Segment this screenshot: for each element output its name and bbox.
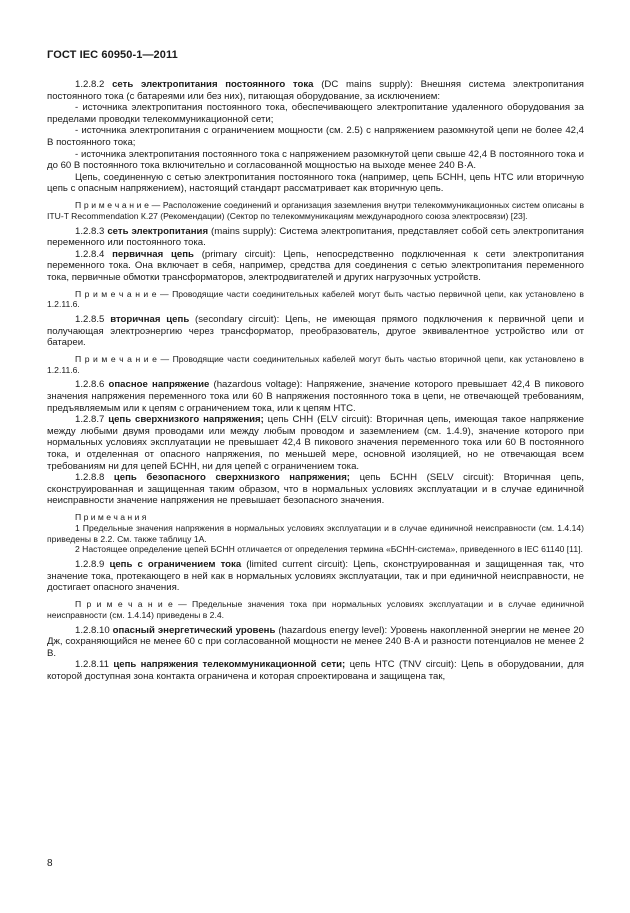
list-item: - источника электропитания постоянного тока с напряжением разомкнутой цепи свыше 42,4 В постоянного тока и до 60 В постоянного тока включительно и согласованной мощностью на выходе менее 240 В·А. <box>47 148 584 172</box>
note: П р и м е ч а н и е — Проводящие части соединительных кабелей могут быть частью вторичной цепи, как установлено в 1.2.11.6. <box>47 353 584 375</box>
paragraph-1-2-8-5: 1.2.8.5 вторичная цепь (secondary circuit): Цепь, не имеющая прямого подключения к первичной цепи и получающая электроэнергию через трансформатор, преобразователь, другое эквивалентное устройство или от батареи. <box>47 314 584 349</box>
note: П р и м е ч а н и е — Расположение соединений и организация заземления внутри телекоммуникационных систем описаны в ITU-T Recommendation К.27 (Рекомендации) (Сектор по телекоммуникациям международного союза электросвязи) [23]. <box>47 199 585 221</box>
paragraph-1-2-8-11: 1.2.8.11 цепь напряжения телекоммуникационной сети; цепь НТС (TNV circuit): Цепь в оборудовании, для которой доступная зона контакта ограничена и которая спроектирована и защищена так, <box>47 659 584 682</box>
paragraph-1-2-8-4: 1.2.8.4 первичная цепь (primary circuit): Цепь, непосредственно подключенная к сети электропитания переменного тока. Она включает в себя, например, средства для соединения с сетью электропитания переменного тока, первичные обмотки трансформаторов, электродвигателей и других нагрузочных устройств. <box>47 248 584 283</box>
note: П р и м е ч а н и е — Проводящие части соединительных кабелей могут быть частью первичной цепи, как установлено в 1.2.11.6. <box>47 288 584 310</box>
page-number: 8 <box>47 858 53 869</box>
paragraph-1-2-8-3: 1.2.8.3 сеть электропитания (mains supply): Система электропитания, представляет собой сеть электропитания переменного или постоянного тока. <box>47 225 584 249</box>
note-item: 1 Предельные значения напряжения в нормальных условиях эксплуатации и в случае единичной неисправности (см. 1.4.14) приведены в 2.2. См. также таблицу 1А. <box>47 522 584 544</box>
paragraph-1-2-8-8: 1.2.8.8 цепь безопасного сверхнизкого напряжения; цепь БСНН (SELV circuit): Вторичная цепь, сконструированная и защищенная таким образом, что в нормальных условиях эксплуатации и в случае единичной неисправности значение напряжения не превышает безопасного значения. <box>47 472 584 507</box>
paragraph-1-2-8-10: 1.2.8.10 опасный энергетический уровень (hazardous energy level): Уровень накопленной энергии не менее 20 Дж, сохраняющийся не менее 60 с при согласованной мощности не менее 240 В·А и разности потенциалов не менее 2 В. <box>47 624 584 659</box>
notes-heading: П р и м е ч а н и я <box>75 512 147 522</box>
list-item: - источника электропитания с ограничением мощности (см. 2.5) с напряжением разомкнутой цепи не более 42,4 В постоянного тока; <box>47 125 584 148</box>
note-item: 2 Настоящее определение цепей БСНН отличается от определения термина «БСНН-система», приведенного в IEC 61140 [11]. <box>75 544 583 555</box>
document-header: ГОСТ IEC 60950-1—2011 <box>47 49 178 61</box>
paragraph-1-2-8-2: 1.2.8.2 сеть электропитания постоянного тока (DC mains supply): Внешняя система электропитания постоянного тока (с батареями или без них), питающая оборудование, за исключением: <box>47 79 584 102</box>
document-body <box>47 79 584 683</box>
paragraph-1-2-8-7: 1.2.8.7 цепь сверхнизкого напряжения; цепь СНН (ELV circuit): Вторичная цепь, имеющая такое напряжение между любыми двумя проводами или между любым проводом и заземлением (см. 1.4.9), значение которого при нормальных условиях эксплуатации не превышает 42,4 В пикового значения переменного тока или 60 В постоянного тока, и отделенная от опасного напряжения, по меньшей мере, основной изоляцией, но не отвечающая всем требованиям ни для цепей БСНН, ни для цепей с ограничением тока. <box>47 414 585 472</box>
note: П р и м е ч а н и е — Предельные значения тока при нормальных условиях эксплуатации и в случае единичной неисправности (см. 1.4.14) приведены в 2.4. <box>47 598 584 620</box>
list-item: - источника электропитания постоянного тока, обеспечивающего электропитание удаленного оборудования за пределами проводки телекоммуникационной сети; <box>47 102 584 125</box>
paragraph: Цепь, соединенную с сетью электропитания постоянного тока (например, цепь БСНН, цепь НТС или вторичную цепь с опасным напряжением), настоящий стандарт рассматривает как вторичную цепь. <box>47 171 584 195</box>
paragraph-1-2-8-9: 1.2.8.9 цепь с ограничением тока (limited current circuit): Цепь, сконструированная и защищенная так, что значение тока, протекающего в ней как в нормальных условиях эксплуатации, так и при единичной неисправности, не достигает опасного значения. <box>47 559 585 594</box>
paragraph-1-2-8-6: 1.2.8.6 опасное напряжение (hazardous voltage): Напряжение, значение которого превышает 42,4 В пикового значения напряжения переменного тока или 60 В напряжения постоянного тока в цепи, не отвечающей требованиям, предъявляемым или к цепям с ограничением тока, или к цепям НТС. <box>47 379 585 414</box>
